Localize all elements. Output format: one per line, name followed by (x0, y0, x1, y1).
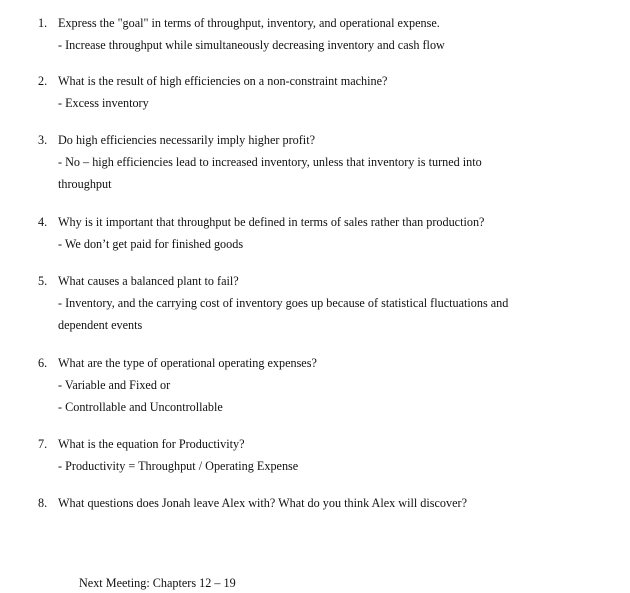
question-text: Why is it important that throughput be defined in terms of sales rather than production? (58, 215, 485, 229)
question-number: 5. (38, 274, 48, 288)
question-text: What are the type of operational operating expenses? (58, 356, 317, 370)
question-text: What is the equation for Productivity? (58, 437, 245, 451)
question-number: 2. (38, 74, 48, 88)
answer-line: - Variable and Fixed or (58, 378, 171, 392)
question-text: Do high efficiencies necessarily imply higher profit? (58, 133, 315, 147)
question-4 (38, 211, 608, 255)
question-text: Express the "goal" in terms of throughput, inventory, and operational expense. (58, 16, 440, 30)
question-number: 1. (38, 16, 48, 30)
question-number: 3. (38, 133, 48, 147)
question-number: 6. (38, 356, 48, 370)
question-2 (38, 70, 608, 114)
question-8 (38, 492, 608, 514)
answer-line: - Productivity = Throughput / Operating Expense (58, 459, 299, 473)
answer-line: - Controllable and Uncontrollable (58, 400, 223, 414)
question-3 (38, 129, 608, 195)
question-1 (38, 12, 608, 56)
next-meeting-note: Next Meeting: Chapters 12 – 19 (79, 576, 236, 590)
answer-line: - We don’t get paid for finished goods (58, 237, 244, 251)
question-number: 8. (38, 496, 48, 510)
answer-line: - Excess inventory (58, 96, 149, 110)
answer-line: dependent events (58, 318, 143, 332)
question-number: 4. (38, 215, 48, 229)
question-7 (38, 433, 608, 477)
question-text: What is the result of high efficiencies on a non-constraint machine? (58, 74, 388, 88)
question-number: 7. (38, 437, 48, 451)
question-text: What causes a balanced plant to fail? (58, 274, 239, 288)
answer-line: - Increase throughput while simultaneously decreasing inventory and cash flow (58, 38, 445, 52)
question-6 (38, 352, 608, 418)
question-5 (38, 270, 608, 336)
answer-line: throughput (58, 177, 112, 191)
answer-line: - No – high efficiencies lead to increased inventory, unless that inventory is turned into (58, 155, 482, 169)
question-text: What questions does Jonah leave Alex with? What do you think Alex will discover? (58, 496, 467, 510)
answer-line: - Inventory, and the carrying cost of inventory goes up because of statistical fluctuations and (58, 296, 509, 310)
